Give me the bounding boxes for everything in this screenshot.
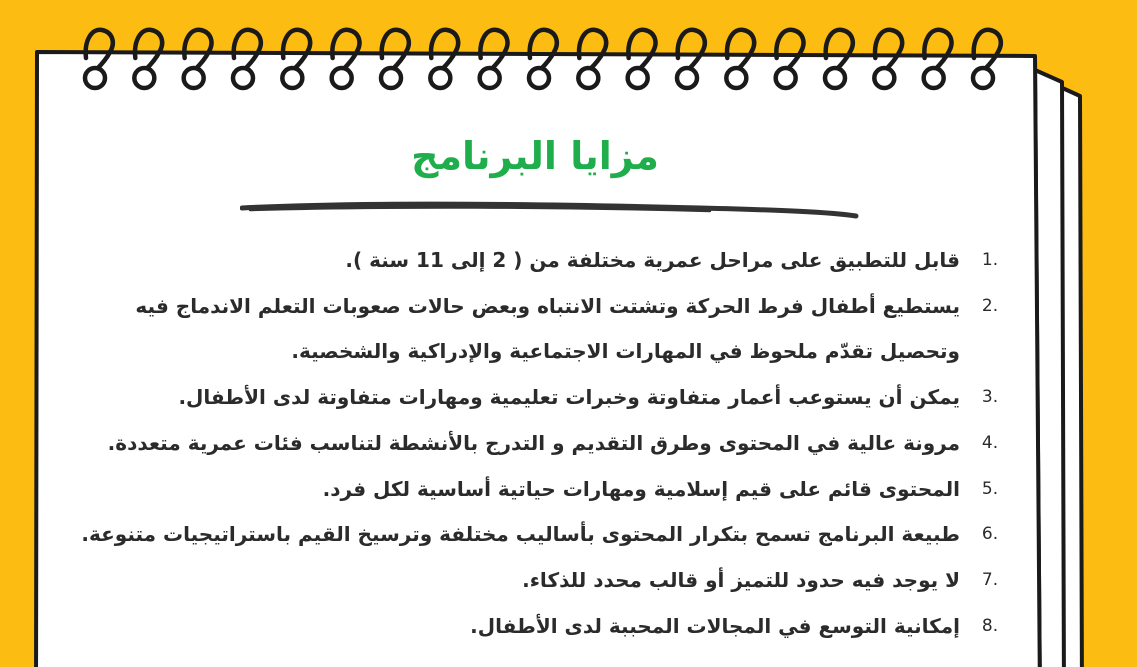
list-item-number: 6. xyxy=(981,524,999,545)
list-item-number: 4. xyxy=(981,432,999,453)
list-item xyxy=(70,284,1020,375)
list-item xyxy=(70,238,1020,284)
list-item-number: 7. xyxy=(981,569,999,590)
list-item-text: قابل للتطبيق على مراحل عمرية مختلفة من ( 2 إلى 11 سنة ). xyxy=(345,248,960,272)
list-item-text: لا يوجد فيه حدود للتميز أو قالب محدد للذكاء. xyxy=(522,567,960,592)
list-item-text: إمكانية التوسع في المجالات المحببة لدى الأطفال. xyxy=(470,613,960,638)
list-item-text: يمكن أن يستوعب أعمار متفاوتة وخبرات تعليمية ومهارات متفاوتة لدى الأطفال. xyxy=(178,385,960,410)
list-item xyxy=(70,604,1020,650)
list-item-text: المحتوى قائم على قيم إسلامية ومهارات حياتية أساسية لكل فرد. xyxy=(322,476,960,501)
title-underline xyxy=(240,196,860,226)
list-item-number: 8. xyxy=(981,615,999,636)
advantages-list xyxy=(70,238,1020,649)
list-item xyxy=(70,512,1020,558)
list-item-text: يستطيع أطفال فرط الحركة وتشتت الانتباه وبعض حالات صعوبات التعلم الاندماج فيه وتحصيل تقدّم ملحوظ في المهارات الاجتماعية والإدراكية والشخصية. xyxy=(135,293,960,364)
list-item-number: 2. xyxy=(981,295,999,316)
list-item xyxy=(70,375,1020,421)
page-title: مزايا البرنامج xyxy=(411,134,659,178)
list-item xyxy=(70,558,1020,604)
list-item xyxy=(70,421,1020,467)
list-item xyxy=(70,467,1020,513)
list-item-text: مرونة عالية في المحتوى وطرق التقديم و التدرج بالأنشطة لتناسب فئات عمرية متعددة. xyxy=(107,430,960,455)
list-item-number: 3. xyxy=(981,387,999,408)
list-item-text: طبيعة البرنامج تسمح بتكرار المحتوى بأساليب مختلفة وترسيخ القيم باستراتيجيات متنوعة. xyxy=(81,522,960,547)
list-item-number: 5. xyxy=(981,478,999,499)
list-item-number: 1. xyxy=(981,250,999,270)
